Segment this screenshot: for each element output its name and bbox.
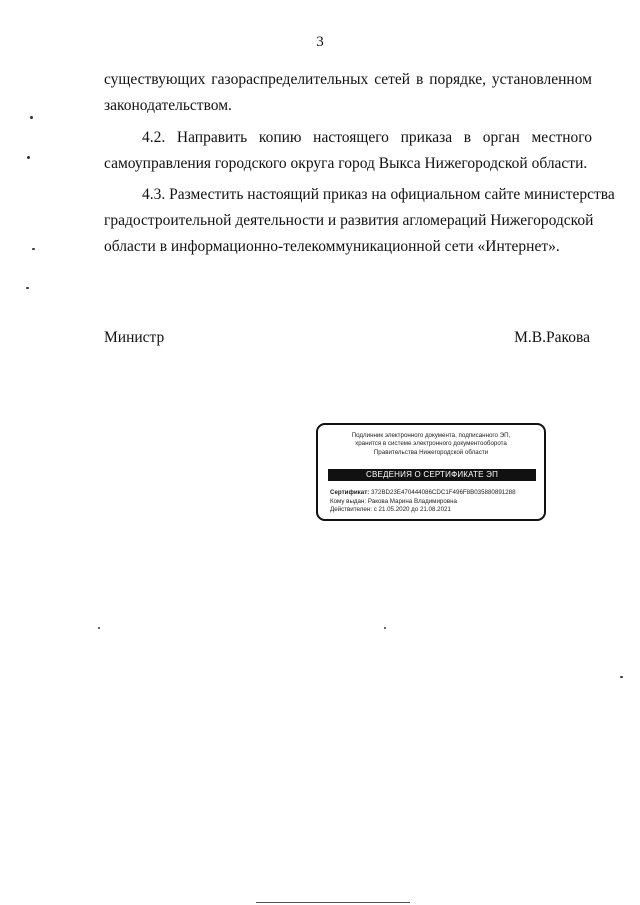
validity-value: с 21.05.2020 до 21.08.2021 bbox=[373, 506, 451, 514]
bottom-scan-line bbox=[256, 902, 410, 903]
certificate-value: 372BD23E470444086CDC1F496F8B035880891288 bbox=[371, 489, 516, 496]
signatory-title: Министр bbox=[104, 329, 165, 346]
scan-speck bbox=[620, 676, 623, 678]
text-line: существующих газораспределительных сетей в порядке, установленном bbox=[104, 71, 592, 88]
signatory-name: М.В.Ракова bbox=[514, 329, 590, 346]
scan-speck bbox=[384, 627, 386, 629]
stamp-notice-line: Подлинник электронного документа, подписанного ЭП, bbox=[351, 432, 511, 439]
issued-to-value: Ракова Марина Владимировна bbox=[367, 497, 457, 505]
paragraph-4-2 bbox=[104, 125, 592, 177]
issued-to-row bbox=[330, 498, 538, 507]
stamp-details bbox=[330, 489, 538, 515]
scan-speck bbox=[98, 627, 100, 629]
stamp-notice-line: Правительства Нижегородской области bbox=[373, 448, 489, 456]
scan-speck bbox=[30, 116, 33, 119]
stamp-notice bbox=[326, 432, 536, 457]
issued-to-label: Кому выдан: bbox=[330, 497, 367, 505]
text-line: градостроительной деятельности и развития агломераций Нижегородской bbox=[104, 212, 594, 229]
page-number: 3 bbox=[316, 34, 324, 50]
text-line: самоуправления городского округа город Выкса Нижегородской области. bbox=[104, 155, 588, 172]
text-line: законодательством. bbox=[104, 97, 232, 114]
validity-row bbox=[330, 506, 538, 515]
stamp-header: СВЕДЕНИЯ О СЕРТИФИКАТЕ ЭП bbox=[328, 469, 536, 481]
validity-label: Действителен: bbox=[330, 506, 372, 514]
scan-speck bbox=[32, 248, 35, 250]
certificate-row bbox=[330, 489, 538, 498]
paragraph-4-3 bbox=[104, 182, 615, 260]
scan-speck bbox=[27, 156, 30, 159]
certificate-label: Сертификат: bbox=[330, 489, 370, 496]
scan-speck bbox=[26, 287, 29, 289]
stamp-notice-line: хранится в системе электронного документооборота bbox=[355, 440, 507, 448]
text-line: области в информационно-телекоммуникационной сети «Интернет». bbox=[104, 238, 560, 255]
electronic-signature-stamp bbox=[316, 423, 546, 521]
text-line: 4.3. Разместить настоящий приказ на официальном сайте министерства bbox=[142, 186, 615, 203]
paragraph-continuation bbox=[104, 67, 592, 119]
text-line: 4.2. Направить копию настоящего приказа в орган местного bbox=[142, 129, 592, 146]
